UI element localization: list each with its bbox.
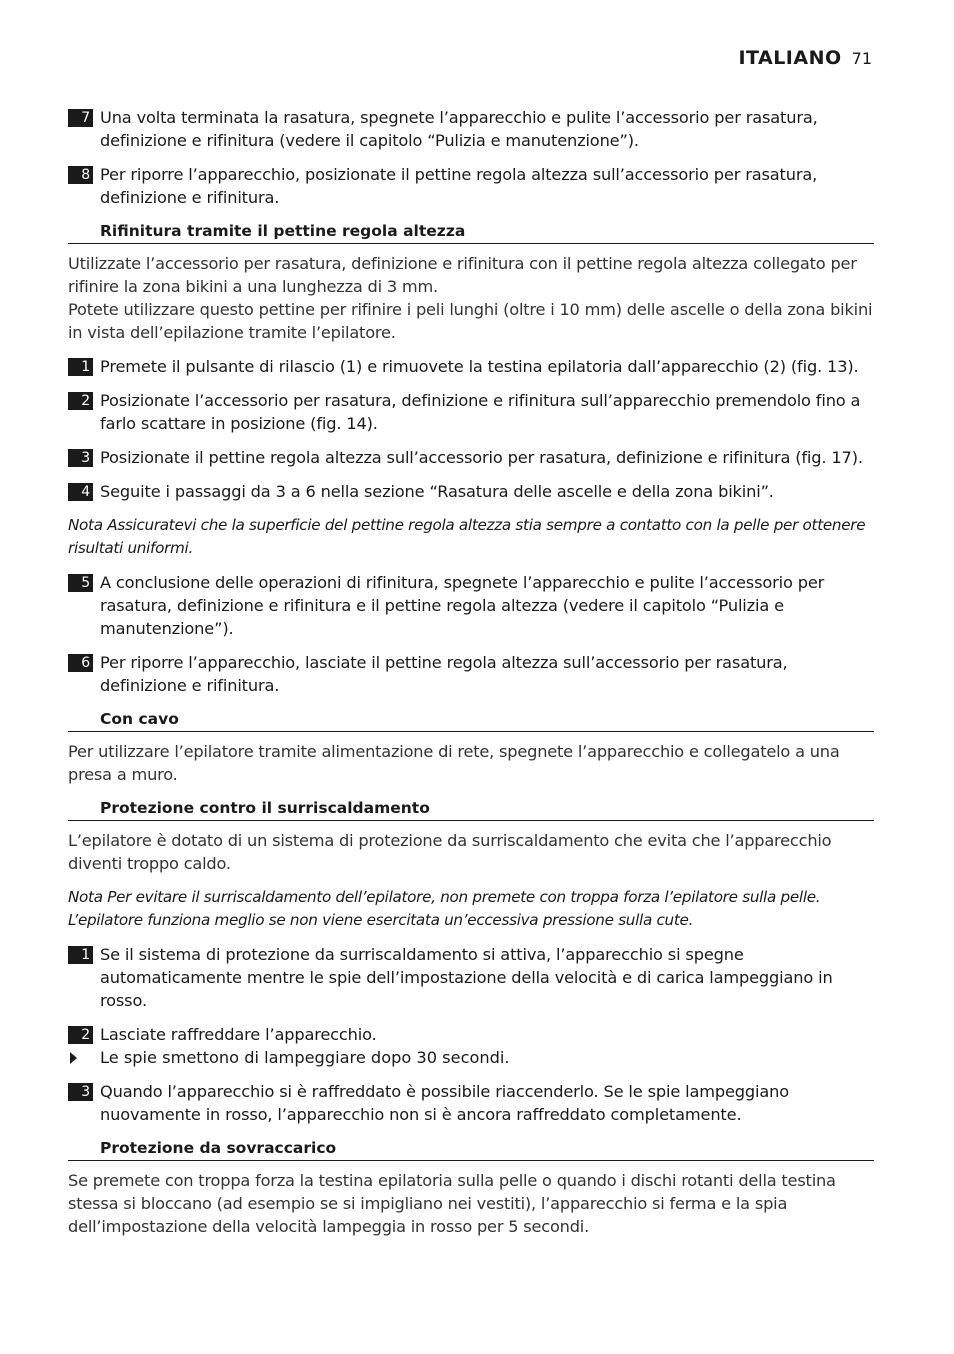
section-heading: Rifinitura tramite il pettine regola altezza — [68, 220, 874, 244]
step-number-badge: 3 — [68, 1083, 93, 1101]
step-number-badge: 6 — [68, 654, 93, 672]
step-text: Se il sistema di protezione da surriscaldamento si attiva, l’apparecchio si spegne automaticamente mentre le spie dell’impostazione della velocità e di carica lampeggiano in rosso. — [100, 945, 833, 1010]
step-number-badge: 5 — [68, 574, 93, 592]
paragraph-line: Utilizzate l’accessorio per rasatura, definizione e rifinitura con il pettine regola altezza collegato per rifinire la zona bikini a una lunghezza di 3 mm. — [68, 254, 857, 296]
step-text: Quando l’apparecchio si è raffreddato è possibile riaccenderlo. Se le spie lampeggiano nuovamente in rosso, l’apparecchio non si è ancora raffreddato completamente. — [100, 1082, 790, 1124]
section-heading: Con cavo — [68, 708, 874, 732]
step-text: Premete il pulsante di rilascio (1) e rimuovete la testina epilatoria dall’apparecchio (2) (fig. 13). — [100, 357, 859, 376]
step-text: Lasciate raffreddare l’apparecchio. — [100, 1025, 377, 1044]
step-text: Una volta terminata la rasatura, spegnete l’apparecchio e pulite l’accessorio per rasatura, definizione e rifinitura (vedere il capitolo “Pulizia e manutenzione”). — [100, 108, 818, 150]
step-text: Posizionate l’accessorio per rasatura, definizione e rifinitura sull’apparecchio premendolo fino a farlo scattare in posizione (fig. 14). — [100, 391, 861, 433]
step-item — [68, 163, 874, 209]
page-header — [738, 47, 872, 69]
step-item — [68, 106, 874, 152]
step-item — [68, 480, 874, 503]
body-paragraph — [68, 740, 874, 786]
step-item — [68, 446, 874, 469]
paragraph-line: L’epilatore è dotato di un sistema di protezione da surriscaldamento che evita che l’apparecchio diventi troppo caldo. — [68, 831, 832, 873]
step-item — [68, 651, 874, 697]
body-paragraph — [68, 1169, 874, 1238]
language-label: ITALIANO — [738, 47, 842, 69]
step-number-badge: 7 — [68, 109, 93, 127]
step-number-badge: 1 — [68, 946, 93, 964]
step-item — [68, 355, 874, 378]
triangle-bullet-icon — [70, 1052, 77, 1064]
body-paragraph — [68, 252, 874, 344]
step-text: Per riporre l’apparecchio, posizionate il pettine regola altezza sull’accessorio per rasatura, definizione e rifinitura. — [100, 165, 818, 207]
step-item — [68, 571, 874, 640]
paragraph-line: Per utilizzare l’epilatore tramite alimentazione di rete, spegnete l’apparecchio e collegatelo a una presa a muro. — [68, 742, 840, 784]
step-number-badge: 2 — [68, 1026, 93, 1044]
note-text: Nota Assicuratevi che la superficie del pettine regola altezza stia sempre a contatto con la pelle per ottenere risultati uniformi. — [68, 516, 866, 557]
bullet-text: Le spie smettono di lampeggiare dopo 30 secondi. — [100, 1048, 510, 1067]
step-text: Posizionate il pettine regola altezza sull’accessorio per rasatura, definizione e rifinitura (fig. 17). — [100, 448, 863, 467]
body-paragraph — [68, 829, 874, 875]
section-heading: Protezione da sovraccarico — [68, 1137, 874, 1161]
step-number-badge: 2 — [68, 392, 93, 410]
paragraph-line: Se premete con troppa forza la testina epilatoria sulla pelle o quando i dischi rotanti della testina stessa si bloccano (ad esempio se si impigliano nei vestiti), l’apparecchio si ferma e la spia dell’impostazione della velocità lampeggia in rosso per 5 secondi. — [68, 1171, 836, 1236]
note-text: Nota Per evitare il surriscaldamento dell’epilatore, non premete con troppa forza l’epilatore sulla pelle. L’epilatore funziona meglio se non viene esercitata un’eccessiva pressione sulla cute. — [68, 888, 821, 929]
result-bullet — [68, 1046, 874, 1069]
step-text: Seguite i passaggi da 3 a 6 nella sezione “Rasatura delle ascelle e della zona bikini”. — [100, 482, 774, 501]
step-item — [68, 1080, 874, 1126]
step-item — [68, 1023, 874, 1046]
page-number: 71 — [851, 49, 872, 68]
step-number-badge: 8 — [68, 166, 93, 184]
step-text: A conclusione delle operazioni di rifinitura, spegnete l’apparecchio e pulite l’accessorio per rasatura, definizione e rifinitura e il pettine regola altezza (vedere il capitolo “Pulizia e manutenzione”). — [100, 573, 825, 638]
step-item — [68, 389, 874, 435]
section-heading: Protezione contro il surriscaldamento — [68, 797, 874, 821]
step-number-badge: 3 — [68, 449, 93, 467]
step-number-badge: 1 — [68, 358, 93, 376]
paragraph-line: Potete utilizzare questo pettine per rifinire i peli lunghi (oltre i 10 mm) delle ascelle o della zona bikini in vista dell’epilazione tramite l’epilatore. — [68, 300, 873, 342]
step-item — [68, 943, 874, 1012]
step-text: Per riporre l’apparecchio, lasciate il pettine regola altezza sull’accessorio per rasatura, definizione e rifinitura. — [100, 653, 788, 695]
step-number-badge: 4 — [68, 483, 93, 501]
page-content — [68, 106, 874, 1249]
